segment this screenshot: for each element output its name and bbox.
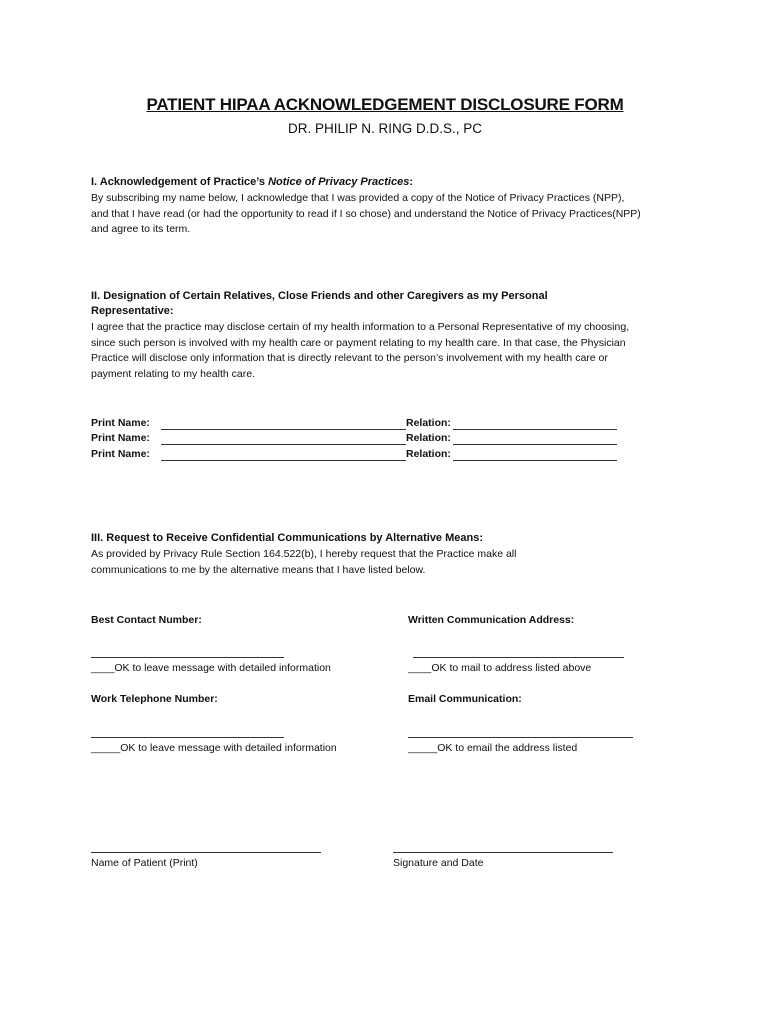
relation-label: Relation: [406, 448, 451, 460]
section-1-heading-suffix: : [409, 176, 413, 188]
relation-line [453, 460, 617, 461]
ok-mail-address-option[interactable]: ____OK to mail to address listed above [408, 662, 592, 674]
signature-date-label: Signature and Date [393, 857, 484, 869]
relation-line [453, 444, 617, 445]
work-telephone-number-label: Work Telephone Number: [91, 693, 218, 705]
section-2-heading-line-2: Representative: [91, 305, 174, 317]
section-1-heading [91, 176, 413, 188]
patient-name-label: Name of Patient (Print) [91, 857, 198, 869]
relation-label: Relation: [406, 432, 451, 444]
email-communication-label: Email Communication: [408, 693, 522, 705]
print-name-line [161, 444, 406, 445]
ok-leave-message-option-2[interactable]: _____OK to leave message with detailed information [91, 742, 337, 754]
section-3-line: communications to me by the alternative means that I have listed below. [91, 563, 426, 576]
section-1-line: By subscribing my name below, I acknowledge that I was provided a copy of the Notice of Privacy Practices (NPP), [91, 192, 625, 204]
section-2-body [91, 320, 629, 382]
best-contact-number-field[interactable] [91, 657, 284, 658]
section-1-line: and agree to its term. [91, 223, 191, 235]
written-communication-address-label: Written Communication Address: [408, 614, 575, 626]
practice-name: DR. PHILIP N. RING D.D.S., PC [287, 121, 483, 136]
print-name-line [161, 429, 406, 430]
section-1-heading-prefix: I. Acknowledgement of Practice’s [91, 176, 269, 188]
form-title: PATIENT HIPAA ACKNOWLEDGEMENT DISCLOSURE FORM [146, 95, 624, 114]
email-communication-field[interactable] [408, 737, 633, 738]
section-3-body [91, 547, 516, 578]
section-1-line: and that I have read (or had the opportunity to read if I so chose) and understand the Notice of Privacy Practices(NPP) [91, 207, 641, 220]
ok-email-address-option[interactable]: _____OK to email the address listed [408, 742, 578, 754]
section-2-heading-line-1: II. Designation of Certain Relatives, Close Friends and other Caregivers as my Personal [91, 290, 548, 302]
written-address-field[interactable] [413, 657, 624, 658]
patient-name-field[interactable] [91, 852, 321, 853]
print-name-label: Print Name: [91, 432, 150, 444]
work-telephone-number-field[interactable] [91, 737, 284, 738]
section-2-line: I agree that the practice may disclose certain of my health information to a Personal Representative of my choosing, [91, 321, 630, 333]
print-name-label: Print Name: [91, 448, 150, 460]
ok-leave-message-option-1[interactable]: ____OK to leave message with detailed information [91, 662, 331, 674]
section-1-body [91, 191, 641, 238]
section-2-line: Practice will disclose only information that is directly relevant to the person’s involvement with my health care or [91, 352, 608, 364]
signature-date-field[interactable] [393, 852, 613, 853]
relation-label: Relation: [406, 417, 451, 429]
section-1-heading-italic: Notice of Privacy Practices [268, 176, 410, 188]
section-2-line: since such person is involved with my health care or payment relating to my health care. In that case, the Physician [91, 336, 626, 349]
print-name-label: Print Name: [91, 417, 150, 429]
section-3-line: As provided by Privacy Rule Section 164.522(b), I hereby request that the Practice make all [91, 548, 517, 560]
print-name-line [161, 460, 406, 461]
best-contact-number-label: Best Contact Number: [91, 614, 202, 626]
relation-line [453, 429, 617, 430]
section-2-line: payment relating to my health care. [91, 367, 256, 380]
section-3-heading: III. Request to Receive Confidential Communications by Alternative Means: [91, 532, 484, 544]
